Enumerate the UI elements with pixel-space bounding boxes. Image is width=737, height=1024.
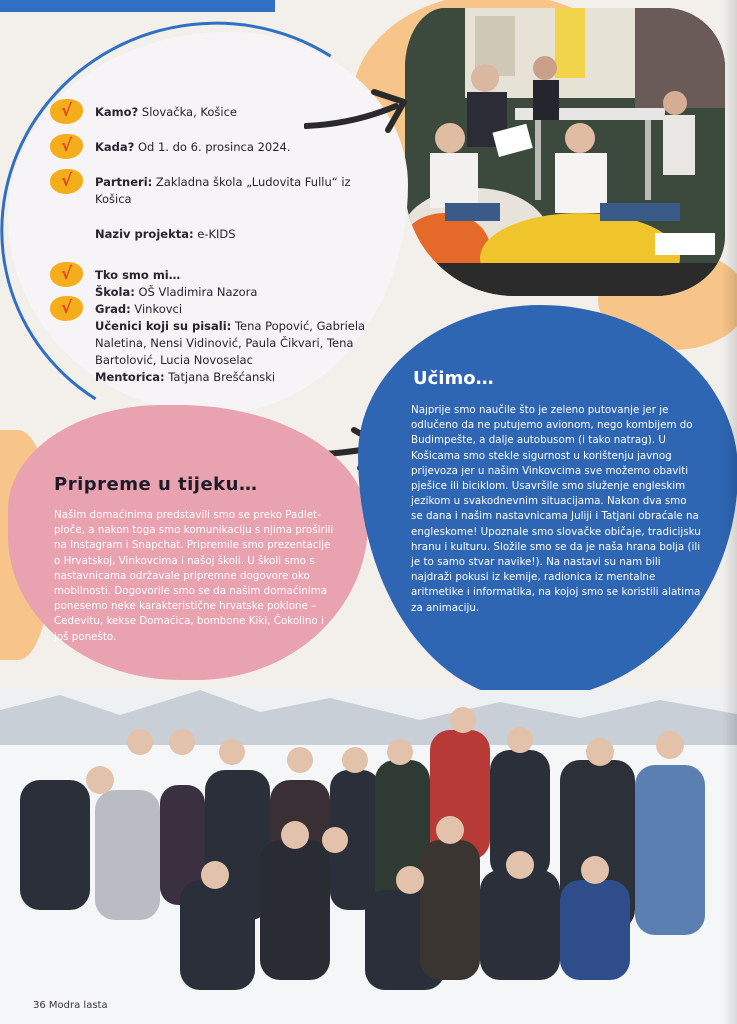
checkmark-icon: √: [50, 296, 83, 321]
info-label: Učenici koji su pisali:: [95, 319, 232, 333]
info-row-project-name: [50, 226, 370, 243]
checkmark-icon: √: [50, 262, 83, 287]
info-label: Škola:: [95, 285, 135, 299]
info-label: Kada?: [95, 140, 135, 154]
info-value: Zakladna škola „Ludovita Fullu“ iz Košica: [95, 175, 351, 206]
info-value: Slovačka, Košice: [141, 105, 238, 119]
magazine-name: Modra lasta: [48, 1000, 108, 1011]
info-label: Naziv projekta:: [95, 227, 194, 241]
page-number: 36: [33, 1000, 46, 1011]
info-row-city: [50, 298, 370, 318]
info-label: Grad:: [95, 302, 131, 316]
learning-text: Najprije smo naučile što je zeleno putovanje jer je odlučeno da ne putujemo avionom, nego kombijem do Budimpešte, a dalje autobusom (i tako natrag). U Košicama smo stekle sigurnost u korištenju javnog prijevoza jer u našim Vinkovcima sve možemo obaviti pješice ili biciklom. Usavršile smo služenje engleskim jezikom u svakodnevnim situacijama. Nakon dva smo se dana i našim nastavnicama Juliji i Tatjani obraćale na engleskome! Upoznale smo slovačke običaje, tradicijsku hranu i kulturu. Složile smo se da je naša hrana bolja (ili je to samo stvar navike!). Na nastavi su nam bili najdraži pokusi iz kemije, radionica iz mentalne aritmetike i informatika, na kojoj smo se koristili alatima za animaciju.: [411, 404, 701, 614]
info-value: Od 1. do 6. prosinca 2024.: [138, 140, 291, 154]
info-value: Tena Popović, Gabriela Naletina, Nensi Vidinović, Paula Čikvari, Tena Bartolović, Lucia Novoselac: [95, 319, 366, 367]
project-info: [50, 101, 370, 386]
preparations-title: Pripreme u tijeku…: [54, 474, 258, 495]
team-heading-text: Tko smo mi…: [95, 268, 181, 282]
info-label: Partneri:: [95, 175, 153, 189]
top-color-bar: [0, 0, 275, 12]
info-row-partners: [50, 171, 370, 208]
checkmark-icon: √: [50, 169, 83, 194]
checkmark-icon: √: [50, 134, 83, 159]
arrow-right-icon: [304, 84, 414, 144]
info-row-mentor: [50, 369, 370, 386]
info-label: Mentorica:: [95, 370, 165, 384]
classroom-photo: [405, 8, 725, 296]
preparations-text: Našim domaćinima predstavili smo se preko Padlet-ploče, a nakon toga smo komunikaciju s njima proširili na Instagram i Snapchat. Pripremile smo prezentacije o Hrvatskoj, Vinkovcima i našoj školi. U školi smo s nastavnicama održavale pripremne dogovore oko mobilnosti. Dogovorile smo se da našim domaćinima ponesemo neke karakteristične hrvatske poklone – Cedevitu, kekse Domaćica, bombone Kiki, Čokolino i još ponešto.: [54, 509, 334, 643]
page-footer: [33, 1000, 108, 1011]
info-row-students: [50, 318, 370, 369]
checkmark-icon: √: [50, 99, 83, 124]
group-snow-photo: [0, 690, 737, 1024]
learning-title: Učimo…: [413, 368, 494, 389]
info-label: Kamo?: [95, 105, 139, 119]
info-value: e-KIDS: [197, 227, 236, 241]
page-spine-shadow: [722, 0, 737, 1024]
info-value: Vinkovci: [134, 302, 183, 316]
team-heading: [50, 264, 370, 284]
info-row-school: [50, 284, 370, 301]
info-value: OŠ Vladimira Nazora: [138, 285, 258, 299]
info-value: Tatjana Brešćanski: [168, 370, 276, 384]
